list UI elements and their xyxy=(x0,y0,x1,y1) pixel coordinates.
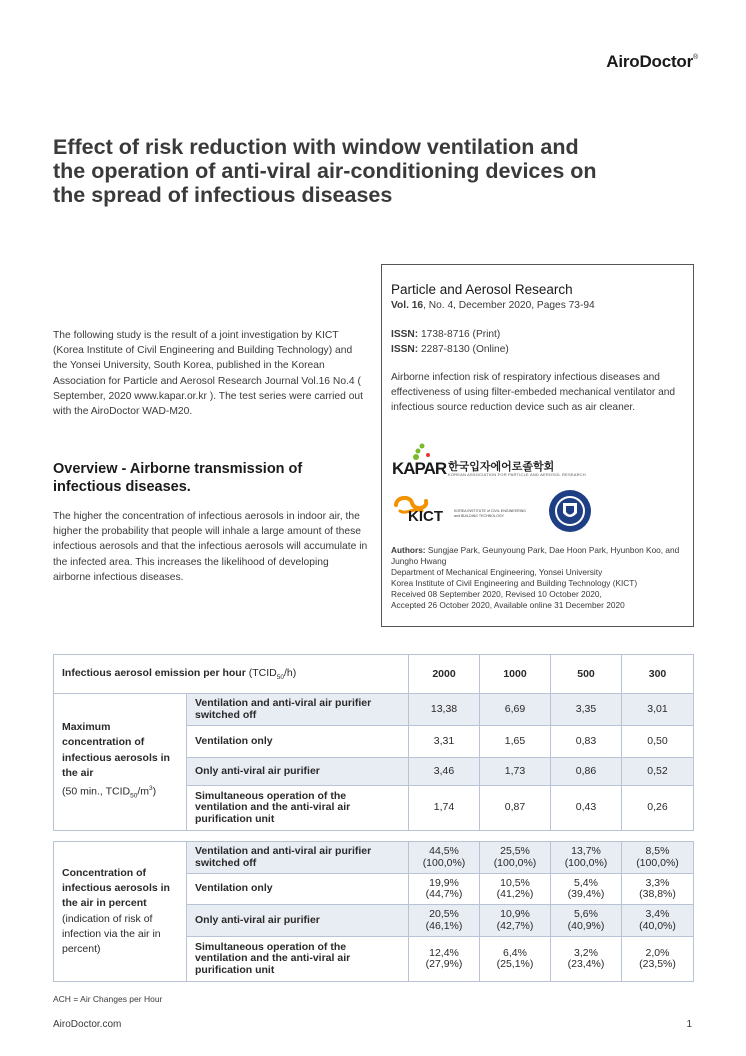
value-cell: 3,46 xyxy=(409,758,480,786)
page-number: 1 xyxy=(686,1019,692,1030)
value-cell: 0,50 xyxy=(622,726,694,758)
yonsei-university-seal-icon xyxy=(548,489,592,533)
table-row xyxy=(54,842,694,874)
value-cell: 12,4% (27,9%) xyxy=(409,937,480,982)
value-cell: 0,43 xyxy=(551,786,622,831)
overview-body: The higher the concentration of infectious aerosols in indoor air, the higher the probability that people will inhale a large amount of these infectious aerosols and that the infectious aerosols will accumulate in the infected area. This increases the likelihood of developing airborne infectious diseases. xyxy=(53,511,368,583)
value-cell: 0,86 xyxy=(551,758,622,786)
column-header: 1000 xyxy=(480,655,551,694)
value-cell: 44,5% (100,0%) xyxy=(409,842,480,874)
table-header-row xyxy=(54,655,694,694)
journal-volume: Vol. 16, No. 4, December 2020, Pages 73-94 xyxy=(391,300,595,311)
column-header: 2000 xyxy=(409,655,480,694)
value-cell: 13,7% (100,0%) xyxy=(551,842,622,874)
row-label: Simultaneous operation of the ventilation and the anti-viral air purification unit xyxy=(187,786,409,831)
kapar-korean-name: 한국입자에어로졸학회 xyxy=(448,461,555,473)
value-cell: 5,4% (39,4%) xyxy=(551,874,622,905)
table-footnote: ACH = Air Changes per Hour xyxy=(53,994,163,1004)
footer-website-link[interactable]: AiroDoctor.com xyxy=(53,1019,122,1030)
journal-name: Particle and Aerosol Research xyxy=(391,282,573,297)
brand-logo: AiroDoctor® xyxy=(606,52,698,71)
group-label-percent: Concentration of infectious aerosols in the air in percent (indication of risk of infection via the air in percent) xyxy=(54,842,187,982)
value-cell: 3,2% (23,4%) xyxy=(551,937,622,982)
value-cell: 5,6% (40,9%) xyxy=(551,905,622,937)
column-header: 300 xyxy=(622,655,694,694)
row-label: Ventilation only xyxy=(187,726,409,758)
journal-issn: ISSN: 1738-8716 (Print) ISSN: 2287-8130 (Online) xyxy=(391,329,509,355)
kapar-english-name: KOREAN ASSOCIATION FOR PARTICLE AND AEROSOL RESEARCH xyxy=(448,472,586,477)
value-cell: 25,5% (100,0%) xyxy=(480,842,551,874)
kict-wordmark: KICT xyxy=(408,508,443,525)
journal-abstract: Airborne infection risk of respiratory infectious diseases and effectiveness of using filter-embeded mechanical ventilator and infectious source reduction device such as air cleaner. xyxy=(391,372,676,413)
row-label: Only anti-viral air purifier xyxy=(187,905,409,937)
header-label-cell: Infectious aerosol emission per hour $(TCID_{50}/h)$ xyxy=(54,655,409,694)
table-spacer xyxy=(54,831,694,842)
value-cell: 10,5% (41,2%) xyxy=(480,874,551,905)
value-cell: 3,4% (40,0%) xyxy=(622,905,694,937)
row-label: Ventilation and anti-viral air purifier switched off xyxy=(187,842,409,874)
value-cell: 1,74 xyxy=(409,786,480,831)
table-row xyxy=(54,694,694,726)
row-label: Only anti-viral air purifier xyxy=(187,758,409,786)
value-cell: 0,87 xyxy=(480,786,551,831)
value-cell: 3,01 xyxy=(622,694,694,726)
value-cell: 0,26 xyxy=(622,786,694,831)
kapar-wordmark: KAPAR xyxy=(392,459,447,478)
value-cell: 2,0% (23,5%) xyxy=(622,937,694,982)
value-cell: 0,52 xyxy=(622,758,694,786)
row-label: Ventilation and anti-viral air purifier switched off xyxy=(187,694,409,726)
value-cell: 6,4% (25,1%) xyxy=(480,937,551,982)
aerosol-results-table xyxy=(53,654,694,982)
value-cell: 0,83 xyxy=(551,726,622,758)
journal-info-box xyxy=(381,264,694,627)
kict-full-name: KOREA INSTITUTE of CIVIL ENGINEERING and BUILDING TECHNOLOGY xyxy=(454,509,526,518)
value-cell: 3,3% (38,8%) xyxy=(622,874,694,905)
intro-paragraph: The following study is the result of a joint investigation by KICT (Korea Institute of Civil Engineering and Building Technology) and the Yonsei University, South Korea, published in the Korean Association for Particle and Aerosol Research Journal Vol.16 No.4 ( September, 2020 www.kapar.or.kr ). The test series were carried out with the AiroDoctor WAD-M20. xyxy=(53,330,364,418)
value-cell: 8,5% (100,0%) xyxy=(622,842,694,874)
row-label: Simultaneous operation of the ventilation and the anti-viral air purification unit xyxy=(187,937,409,982)
column-header: 500 xyxy=(551,655,622,694)
kapar-logo xyxy=(392,441,632,481)
value-cell: 6,69 xyxy=(480,694,551,726)
value-cell: 1,73 xyxy=(480,758,551,786)
value-cell: 20,5% (46,1%) xyxy=(409,905,480,937)
value-cell: 1,65 xyxy=(480,726,551,758)
value-cell: 13,38 xyxy=(409,694,480,726)
value-cell: 10,9% (42,7%) xyxy=(480,905,551,937)
journal-authors: Authors: Sungjae Park, Geunyoung Park, Dae Hoon Park, Hyunbon Koo, and Jungho Hwang Department of Mechanical Engineering, Yonsei University Korea Institute of Civil Engineering and Building Technology (KICT) Received 08 September 2020, Revised 10 October 2020, Accepted 26 October 2020, Available online 31 December 2020 xyxy=(391,545,680,610)
page-title: Effect of risk reduction with window ventilation and the operation of anti-viral air-conditioning devices on the spread of infectious diseases xyxy=(53,135,597,207)
row-label: Ventilation only xyxy=(187,874,409,905)
group-label-max-concentration: Maximum concentration of infectious aerosols in the air (50 min., $TCID_{50}/m^3$) xyxy=(54,694,187,831)
value-cell: 3,31 xyxy=(409,726,480,758)
value-cell: 3,35 xyxy=(551,694,622,726)
overview-heading: Overview - Airborne transmission of infectious diseases. xyxy=(53,461,303,495)
value-cell: 19,9% (44,7%) xyxy=(409,874,480,905)
